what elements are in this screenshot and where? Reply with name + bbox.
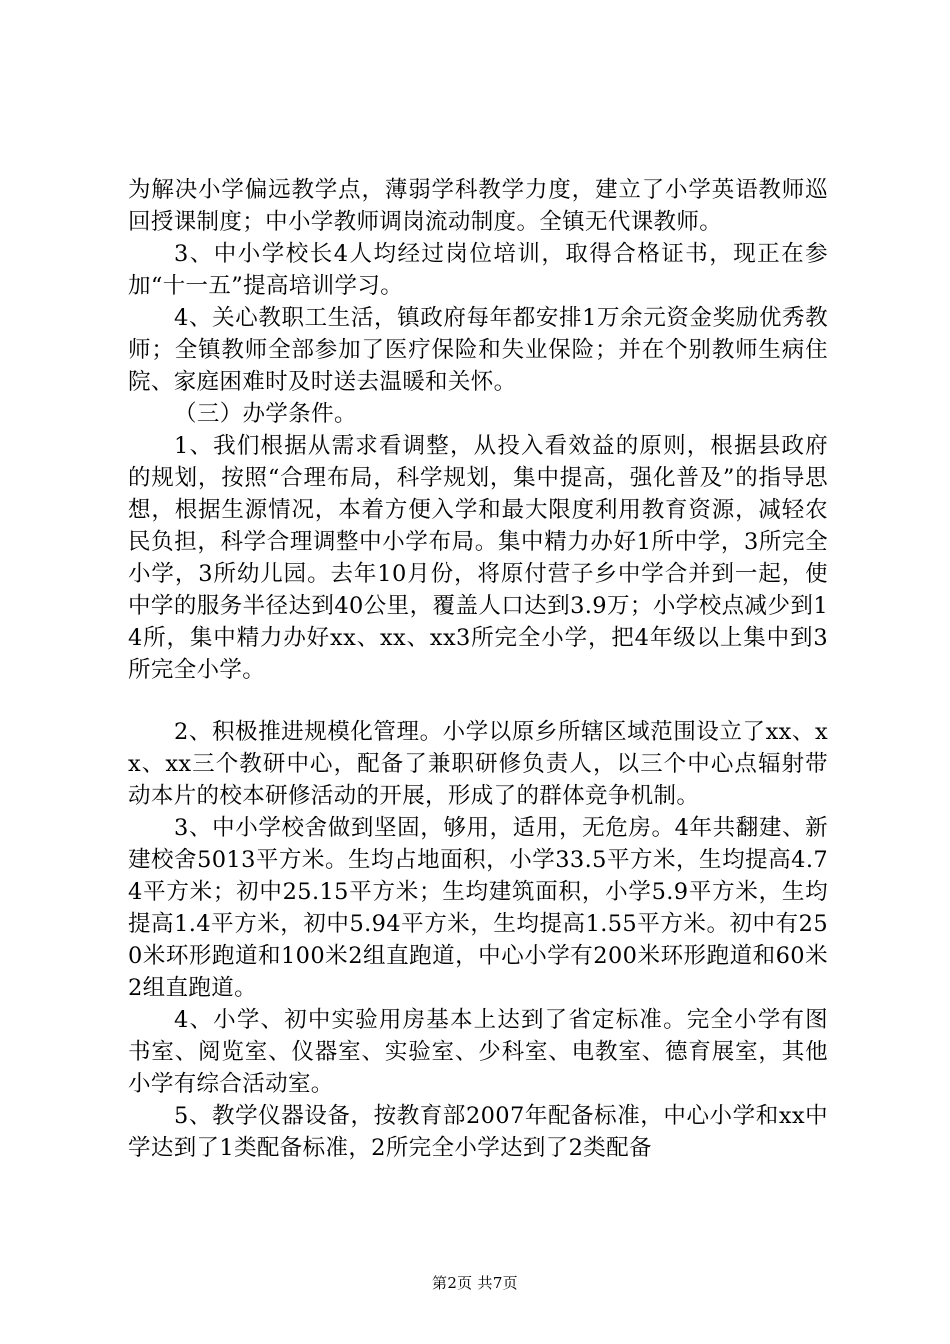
paragraph-school-layout: 1、我们根据从需求看调整，从投入看效益的原则，根据县政府的规划，按照“合理布局，科学规划，集中提高，强化普及”的指导思想，根据生源情况，本着方便入学和最大限度利用教育资源，减轻农民负担，科学合理调整中小学布局。集中精力办好1所中学，3所完全小学，3所幼儿园。去年10月份，将原付营子乡中学合并到一起，使中学的服务半径达到40公里，覆盖人口达到3.9万；小学校点减少到14所，集中精力办好xx、xx、xx3所完全小学，把4年级以上集中到3所完全小学。 [128, 433, 828, 683]
paragraph-continued: 为解决小学偏远教学点，薄弱学科教学力度，建立了小学英语教师巡回授课制度；中小学教师调岗流动制度。全镇无代课教师。 [128, 177, 828, 235]
document-body [128, 174, 828, 1164]
paragraph-principal-training: 3、中小学校长4人均经过岗位培训，取得合格证书，现正在参加“十一五”提高培训学习。 [128, 241, 828, 299]
section-heading-conditions: （三）办学条件。 [174, 401, 357, 427]
paragraph-lab-rooms: 4、小学、初中实验用房基本上达到了省定标准。完全小学有图书室、阅览室、仪器室、实验室、少科室、电教室、德育展室，其他小学有综合活动室。 [128, 1007, 828, 1097]
paragraph-teaching-equipment: 5、教学仪器设备，按教育部2007年配备标准，中心小学和xx中学达到了1类配备标准，2所完全小学达到了2类配备 [128, 1103, 828, 1161]
paragraph-scale-management: 2、积极推进规模化管理。小学以原乡所辖区域范围设立了xx、xx、xx三个教研中心，配备了兼职研修负责人，以三个中心点辐射带动本片的校本研修活动的开展，形成了的群体竞争机制。 [128, 719, 828, 809]
paragraph-school-buildings: 3、中小学校舍做到坚固，够用，适用，无危房。4年共翻建、新建校舍5013平方米。生均占地面积，小学33.5平方米，生均提高4.74平方米；初中25.15平方米；生均建筑面积，小学5.9平方米，生均提高1.4平方米，初中5.94平方米，生均提高1.55平方米。初中有250米环形跑道和100米2组直跑道，中心小学有200米环形跑道和60米2组直跑道。 [128, 815, 828, 1001]
paragraph-staff-welfare: 4、关心教职工生活，镇政府每年都安排1万余元资金奖励优秀教师；全镇教师全部参加了医疗保险和失业保险；并在个别教师生病住院、家庭困难时及时送去温暖和关怀。 [128, 305, 828, 395]
page-number-label: 第2页 共7页 [432, 1274, 518, 1292]
page-footer [0, 1273, 950, 1293]
